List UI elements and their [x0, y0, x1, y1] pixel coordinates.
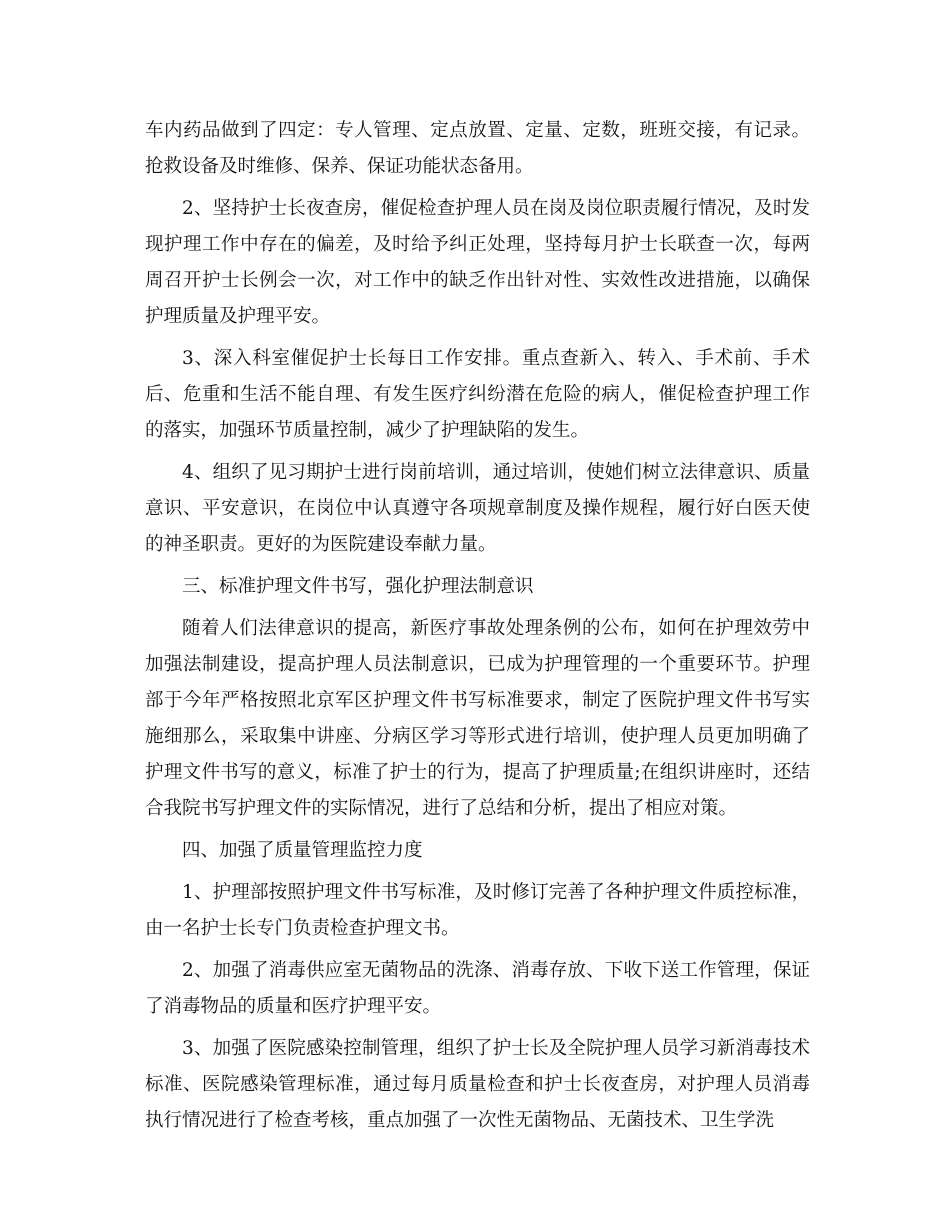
paragraph-daily-arrangement: 3、深入科室催促护士长每日工作安排。重点查新入、转入、手术前、手术后、危重和生活不能自理、有发生医疗纠纷潜在危险的病人，催促检查护理工作的落实，加强环节质量控制，减少了护理缺陷的发生。 [145, 348, 810, 441]
paragraph-trainee-training: 4、组织了见习期护士进行岗前培训，通过培训，使她们树立法律意识、质量意识、平安意识，在岗位中认真遵守各项规章制度及操作规程，履行好白医天使的神圣职责。更好的为医院建设奉献力量。 [145, 462, 810, 555]
paragraph-sterile-supply: 2、加强了消毒供应室无菌物品的洗涤、消毒存放、下收下送工作管理，保证了消毒物品的质量和医疗护理平安。 [145, 960, 810, 1017]
section-heading-quality-monitoring: 四、加强了质量管理监控力度 [182, 840, 423, 861]
paragraph-infection-control: 3、加强了医院感染控制管理，组织了护士长及全院护理人员学习新消毒技术标准、医院感染管理标准，通过每月质量检查和护士长夜查房，对护理人员消毒执行情况进行了检查考核，重点加强了一次性无菌物品、无菌技术、卫生学洗 [145, 1038, 810, 1131]
document-body [145, 113, 810, 1145]
paragraph-drug-management: 车内药品做到了四定：专人管理、定点放置、定量、定数，班班交接，有记录。抢救设备及时维修、保养、保证功能状态备用。 [145, 120, 810, 177]
section-heading-documentation: 三、标准护理文件书写，强化护理法制意识 [182, 576, 534, 597]
paragraph-night-rounds: 2、坚持护士长夜查房，催促检查护理人员在岗及岗位职责履行情况，及时发现护理工作中存在的偏差，及时给予纠正处理，坚持每月护士长联查一次，每两周召开护士长例会一次，对工作中的缺乏作出针对性、实效性改进措施，以确保护理质量及护理平安。 [145, 198, 810, 327]
paragraph-legal-awareness: 随着人们法律意识的提高，新医疗事故处理条例的公布，如何在护理效劳中加强法制建设，提高护理人员法制意识，已成为护理管理的一个重要环节。护理部于今年严格按照北京军区护理文件书写标准要求，制定了医院护理文件书写实施细那么，采取集中讲座、分病区学习等形式进行培训，使护理人员更加明确了护理文件书写的意义，标准了护士的行为，提高了护理质量;在组织讲座时，还结合我院书写护理文件的实际情况，进行了总结和分析，提出了相应对策。 [145, 618, 810, 819]
paragraph-qc-standards: 1、护理部按照护理文件书写标准，及时修订完善了各种护理文件质控标准，由一名护士长专门负责检查护理文书。 [145, 882, 810, 939]
